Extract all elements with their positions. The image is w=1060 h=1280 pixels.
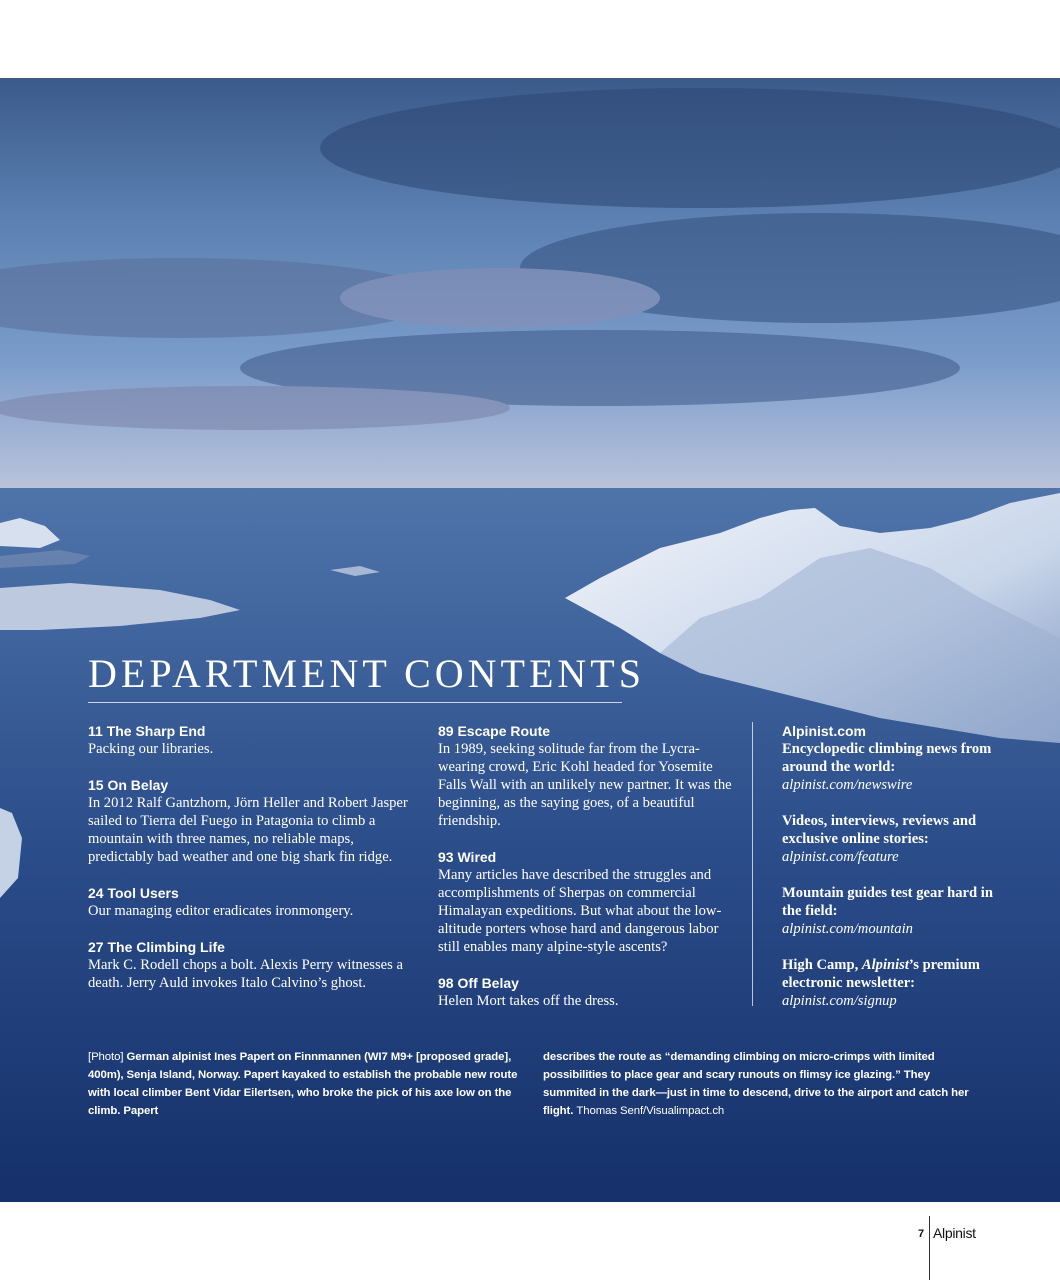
department-summary: Packing our libraries. — [88, 741, 214, 757]
caption-tag: [Photo] — [88, 1051, 124, 1063]
web-item-description: Encyclopedic climbing news from around the world: — [782, 741, 992, 775]
newsletter-prefix: High Camp, — [782, 957, 862, 973]
department-heading: 15 On Belay — [88, 777, 169, 793]
department-summary: In 2012 Ralf Gantzhorn, Jörn Heller and Robert Jasper sailed to Tierra del Fuego in Patagonia to climb a mountain with three names, no reliable maps, predictably bad weather and one big shark fin ridge. — [88, 795, 408, 865]
title-rule — [88, 702, 622, 703]
page-title: DEPARTMENT CONTENTS — [88, 651, 645, 696]
newsletter-suffix: ’s premium electronic newsletter: — [782, 957, 980, 991]
departments-column-left — [88, 722, 418, 1010]
department-summary: In 1989, seeking solitude far from the Lycra-wearing crowd, Eric Kohl headed for Yosemite Falls Wall with an unlikely new partner. It was the beginning, as the saying goes, of a beautiful friendship. — [438, 741, 732, 829]
department-entry — [88, 776, 418, 866]
web-item-description — [782, 956, 1002, 992]
magazine-name: Alpinist — [861, 957, 909, 973]
photo-credit: Thomas Senf/Visualimpact.ch — [576, 1105, 725, 1117]
web-item-link[interactable]: alpinist.com/feature — [782, 849, 899, 865]
departments-column-middle — [438, 722, 738, 1028]
web-item-link[interactable]: alpinist.com/newswire — [782, 777, 913, 793]
web-item — [782, 740, 1002, 794]
department-entry — [88, 884, 418, 920]
department-heading: 93 Wired — [438, 849, 497, 865]
photo-caption-part-2 — [543, 1048, 979, 1120]
department-entry — [438, 848, 738, 956]
web-item — [782, 956, 1002, 1010]
web-item — [782, 884, 1002, 938]
department-summary: Helen Mort takes off the dress. — [438, 993, 619, 1009]
department-heading: 27 The Climbing Life — [88, 939, 225, 955]
landscape-illustration — [0, 78, 1060, 1202]
page-number — [918, 1225, 924, 1240]
web-item-description: Videos, interviews, reviews and exclusive online stories: — [782, 813, 977, 847]
department-entry — [438, 974, 738, 1010]
web-item-link[interactable]: alpinist.com/signup — [782, 993, 897, 1009]
photo-caption-part-1 — [88, 1048, 520, 1120]
column-divider — [752, 722, 753, 1006]
department-heading: 89 Escape Route — [438, 723, 551, 739]
web-item-link[interactable]: alpinist.com/mountain — [782, 921, 913, 937]
department-entry — [438, 722, 738, 830]
department-summary: Our managing editor eradicates ironmongery. — [88, 903, 354, 919]
web-item-description: Mountain guides test gear hard in the field: — [782, 885, 993, 919]
department-heading: 24 Tool Users — [88, 885, 179, 901]
caption-text: describes the route as “demanding climbing on micro-crimps with limited possibilities to place gear and scary runouts on flimsy ice glazing.” They summited in the dark—just in time to descend, drive to the airport and catch her flight. — [543, 1051, 969, 1117]
web-column — [782, 722, 1002, 1028]
web-item — [782, 812, 1002, 866]
caption-text: German alpinist Ines Papert on Finnmannen (WI7 M9+ [proposed grade], 400m), Senja Island, Norway. Papert kayaked to establish the probable new route with local climber Bent Vidar Eilertsen, who broke the pick of his axe low on the climb. Papert — [88, 1051, 518, 1117]
department-heading: 11 The Sharp End — [88, 723, 206, 739]
cover-photo — [0, 78, 1060, 1202]
magazine-name-footer: Alpinist — [933, 1225, 976, 1241]
folio-rule — [929, 1216, 930, 1280]
page-number-value: 7 — [918, 1228, 925, 1240]
department-entry — [88, 938, 418, 992]
web-heading: Alpinist.com — [782, 723, 867, 739]
department-summary: Mark C. Rodell chops a bolt. Alexis Perry witnesses a death. Jerry Auld invokes Italo Calvino’s ghost. — [88, 957, 403, 991]
department-entry — [88, 722, 418, 758]
clouds — [0, 88, 1060, 430]
department-summary: Many articles have described the struggles and accomplishments of Sherpas on commercial Himalayan expeditions. But what about the low-altitude porters whose hard and dangerous labor still enables many alpine-style ascents? — [438, 867, 722, 955]
department-heading: 98 Off Belay — [438, 975, 519, 991]
